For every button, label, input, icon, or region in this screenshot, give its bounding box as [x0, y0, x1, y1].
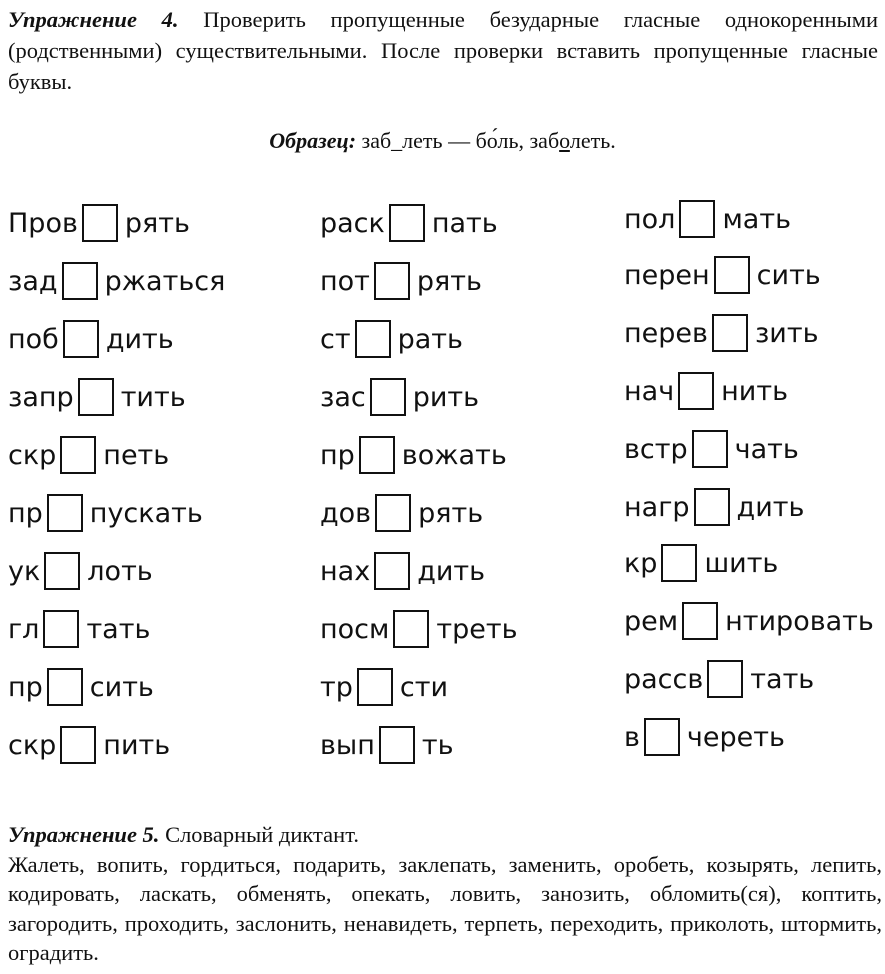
word-prefix: ук — [8, 555, 41, 587]
word-prefix: ст — [320, 323, 351, 355]
word-item — [320, 666, 448, 708]
word-item — [624, 486, 804, 528]
word-prefix: вып — [320, 729, 375, 761]
word-item — [320, 434, 507, 476]
missing-vowel-box[interactable] — [82, 204, 118, 242]
word-item — [8, 260, 225, 302]
word-item — [320, 202, 498, 244]
word-suffix: дить — [105, 323, 174, 355]
sample-word: заб_леть — бо́ль, заб — [356, 128, 560, 153]
word-suffix: череть — [686, 721, 785, 753]
word-prefix: нач — [624, 375, 675, 407]
word-item — [8, 724, 170, 766]
missing-vowel-box[interactable] — [694, 488, 730, 526]
missing-vowel-box[interactable] — [63, 320, 99, 358]
word-suffix: лоть — [87, 555, 153, 587]
word-suffix: чать — [734, 433, 799, 465]
exercise-5-label: Упражнение 5. — [8, 822, 160, 847]
word-suffix: сить — [756, 259, 821, 291]
missing-vowel-box[interactable] — [43, 610, 79, 648]
word-prefix: рассв — [624, 663, 704, 695]
missing-vowel-box[interactable] — [359, 436, 395, 474]
word-item — [624, 600, 874, 642]
word-item — [624, 658, 814, 700]
missing-vowel-box[interactable] — [62, 262, 98, 300]
word-item — [624, 254, 821, 296]
word-item — [320, 608, 518, 650]
word-item — [8, 608, 150, 650]
word-suffix: шить — [704, 547, 779, 579]
word-suffix: зить — [754, 317, 819, 349]
word-suffix: нтировать — [725, 605, 874, 637]
word-prefix: перен — [624, 259, 710, 291]
missing-vowel-box[interactable] — [355, 320, 391, 358]
word-prefix: пот — [320, 265, 370, 297]
word-suffix: тить — [120, 381, 186, 413]
word-suffix: тать — [750, 663, 815, 695]
word-item — [320, 260, 482, 302]
word-item — [320, 550, 485, 592]
missing-vowel-box[interactable] — [60, 726, 96, 764]
word-prefix: зад — [8, 265, 58, 297]
missing-vowel-box[interactable] — [678, 372, 714, 410]
word-suffix: дить — [417, 555, 486, 587]
exercise-4-instructions — [8, 4, 878, 97]
missing-vowel-box[interactable] — [644, 718, 680, 756]
word-item — [624, 370, 788, 412]
word-suffix: ть — [421, 729, 454, 761]
word-prefix: дов — [320, 497, 372, 529]
word-item — [8, 666, 154, 708]
word-suffix: рить — [412, 381, 480, 413]
missing-vowel-box[interactable] — [379, 726, 415, 764]
word-suffix: сить — [89, 671, 154, 703]
word-item — [624, 198, 791, 240]
missing-vowel-box[interactable] — [692, 430, 728, 468]
word-prefix: встр — [624, 433, 688, 465]
word-prefix: запр — [8, 381, 74, 413]
word-prefix: в — [624, 721, 640, 753]
word-suffix: тать — [86, 613, 151, 645]
word-prefix: нах — [320, 555, 371, 587]
word-prefix: тр — [320, 671, 353, 703]
word-item — [8, 550, 153, 592]
missing-vowel-box[interactable] — [47, 668, 83, 706]
missing-vowel-box[interactable] — [682, 602, 718, 640]
exercise-4-label: Упражнение 4. — [8, 7, 179, 32]
word-prefix: нагр — [624, 491, 690, 523]
word-prefix: Пров — [8, 207, 78, 239]
sample-example — [0, 128, 885, 154]
word-item — [624, 716, 785, 758]
word-suffix: рять — [124, 207, 190, 239]
word-prefix: поб — [8, 323, 59, 355]
missing-vowel-box[interactable] — [78, 378, 114, 416]
missing-vowel-box[interactable] — [47, 494, 83, 532]
word-prefix: пр — [320, 439, 355, 471]
sample-underlined-letter: о — [559, 128, 570, 153]
word-item — [8, 202, 190, 244]
word-prefix: рем — [624, 605, 679, 637]
exercise-5-title — [8, 820, 882, 850]
exercise-5 — [8, 820, 882, 968]
word-suffix: вожать — [401, 439, 507, 471]
word-prefix: перев — [624, 317, 708, 349]
word-item — [8, 376, 186, 418]
word-prefix: кр — [624, 547, 658, 579]
word-prefix: зас — [320, 381, 366, 413]
word-item — [320, 376, 479, 418]
word-item — [320, 318, 463, 360]
missing-vowel-box[interactable] — [357, 668, 393, 706]
word-suffix: пать — [431, 207, 498, 239]
word-item — [624, 542, 778, 584]
word-prefix: скр — [8, 439, 57, 471]
sample-rest: леть. — [569, 128, 616, 153]
missing-vowel-box[interactable] — [679, 200, 715, 238]
word-item — [8, 434, 169, 476]
word-suffix: нить — [721, 375, 788, 407]
exercise-4-text: Проверить пропущенные безударные гласные однокоренными (родственными) существительными. После проверки вставить пропущенные гласные буквы. — [8, 7, 878, 94]
word-suffix: треть — [436, 613, 518, 645]
word-prefix: посм — [320, 613, 390, 645]
missing-vowel-box[interactable] — [393, 610, 429, 648]
word-item — [320, 492, 483, 534]
missing-vowel-box[interactable] — [661, 544, 697, 582]
missing-vowel-box[interactable] — [707, 660, 743, 698]
word-suffix: пить — [103, 729, 171, 761]
word-suffix: мать — [722, 203, 791, 235]
word-prefix: гл — [8, 613, 40, 645]
word-suffix: ржаться — [104, 265, 226, 297]
missing-vowel-box[interactable] — [714, 256, 750, 294]
missing-vowel-box[interactable] — [374, 262, 410, 300]
word-prefix: пол — [624, 203, 676, 235]
word-prefix: пр — [8, 671, 43, 703]
word-prefix: раск — [320, 207, 385, 239]
word-suffix: рять — [418, 497, 484, 529]
exercise-5-word-list: Жалеть, вопить, гордиться, подарить, заклепать, заменить, оробеть, козырять, лепить, кодировать, ласкать, обменять, опекать, ловить, занозить, обломить(ся), коптить, загородить, проходить, заслонить, ненавидеть, терпеть, переходить, приколоть, штормить, оградить. — [8, 851, 882, 965]
word-item — [8, 492, 203, 534]
word-suffix: дить — [736, 491, 805, 523]
exercise-5-title-text: Словарный диктант. — [159, 822, 359, 847]
word-prefix: скр — [8, 729, 57, 761]
word-suffix: рять — [416, 265, 482, 297]
missing-vowel-box[interactable] — [44, 552, 80, 590]
missing-vowel-box[interactable] — [60, 436, 96, 474]
missing-vowel-box[interactable] — [375, 494, 411, 532]
word-item — [320, 724, 454, 766]
missing-vowel-box[interactable] — [712, 314, 748, 352]
word-prefix: пр — [8, 497, 43, 529]
missing-vowel-box[interactable] — [389, 204, 425, 242]
missing-vowel-box[interactable] — [374, 552, 410, 590]
missing-vowel-box[interactable] — [370, 378, 406, 416]
word-suffix: пускать — [89, 497, 203, 529]
sample-label: Образец: — [269, 128, 357, 153]
word-suffix: рать — [397, 323, 463, 355]
word-item — [8, 318, 174, 360]
word-item — [624, 312, 818, 354]
word-item — [624, 428, 799, 470]
word-suffix: сти — [399, 671, 448, 703]
word-suffix: петь — [103, 439, 170, 471]
